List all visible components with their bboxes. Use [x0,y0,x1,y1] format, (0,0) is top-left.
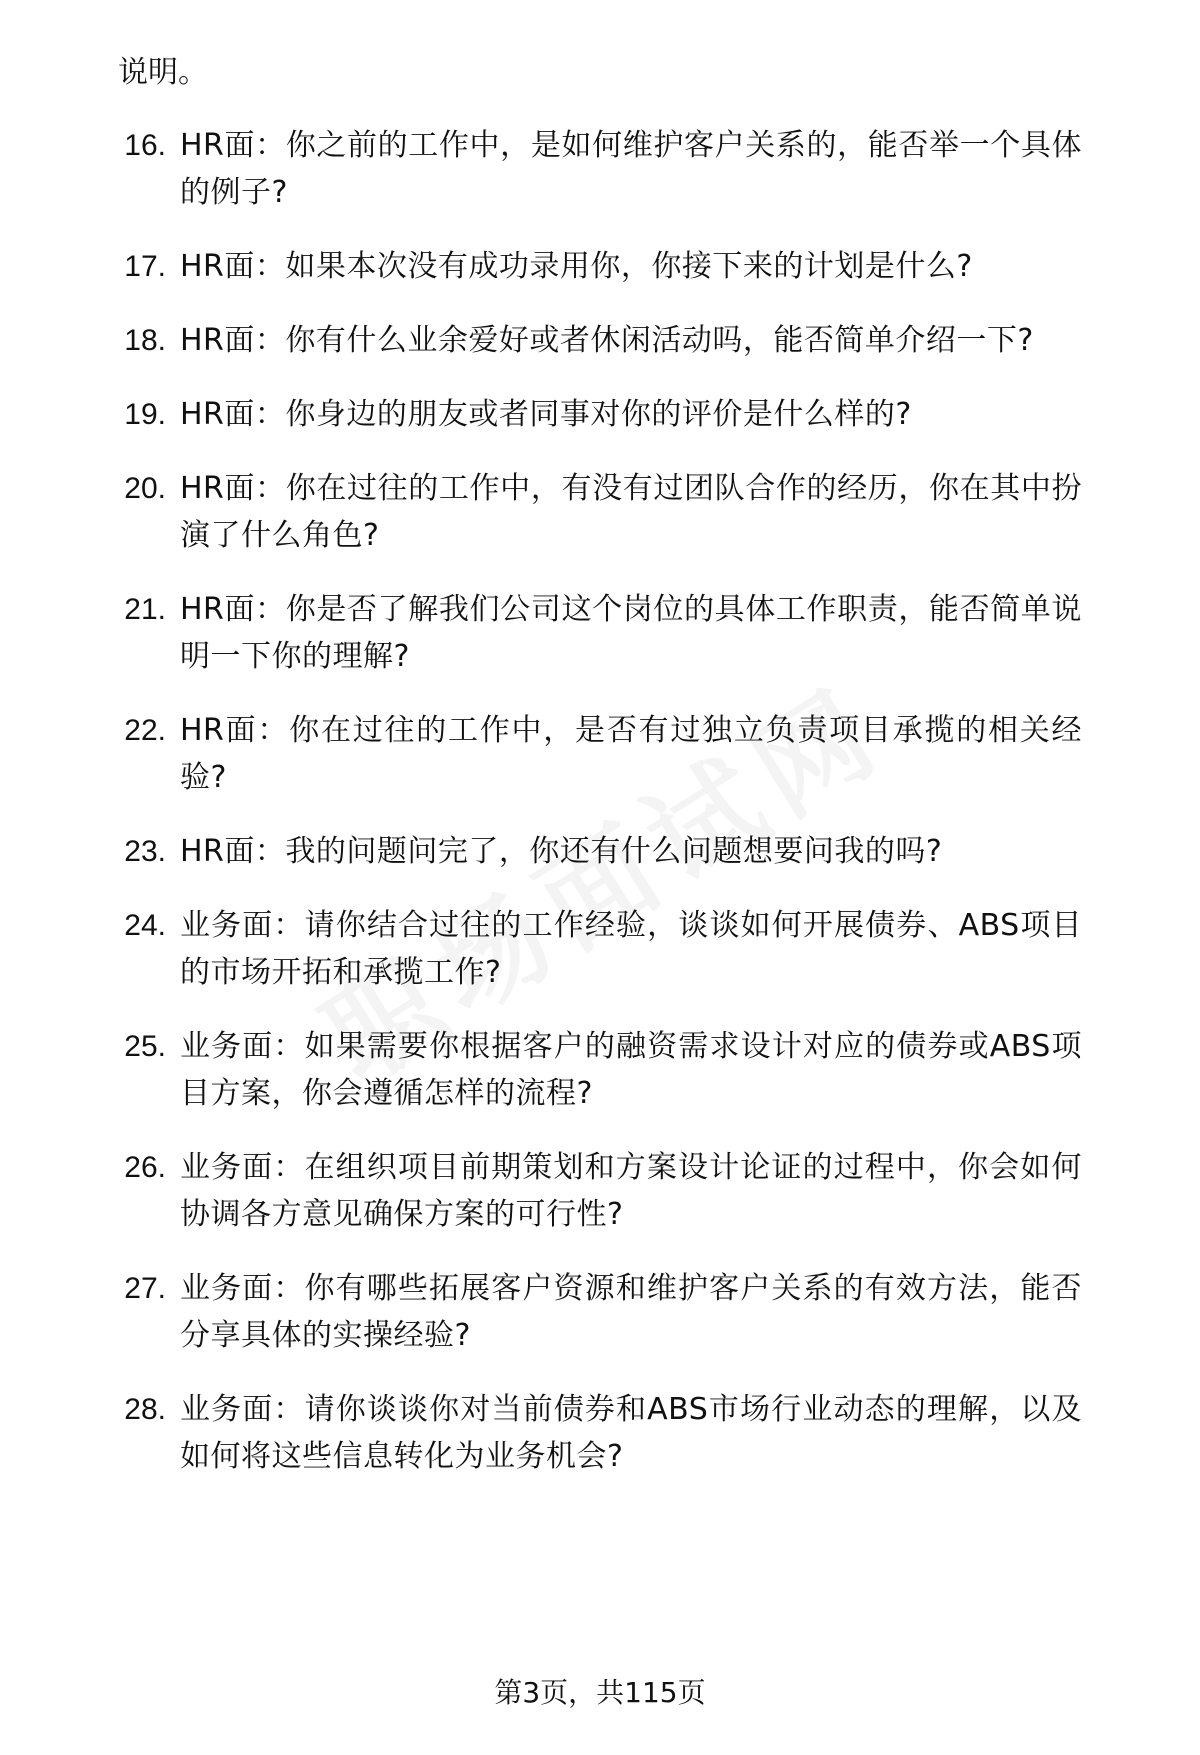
question-text: 业务面：请你结合过往的工作经验，谈谈如何开展债券、ABS项目的市场开拓和承揽工作? [180,908,1082,990]
question-text: HR面：你是否了解我们公司这个岗位的具体工作职责，能否简单说明一下你的理解? [180,592,1082,674]
question-number: 17. [124,250,166,283]
question-text: HR面：我的问题问完了，你还有什么问题想要问我的吗? [180,834,943,869]
list-item [118,317,1082,364]
question-text: HR面：你之前的工作中，是如何维护客户关系的，能否举一个具体的例子? [180,128,1082,210]
question-text: 业务面：请你谈谈你对当前债券和ABS市场行业动态的理解，以及如何将这些信息转化为业务机会? [180,1392,1082,1474]
page-content [118,52,1082,1480]
question-text: HR面：你有什么业余爱好或者休闲活动吗，能否简单介绍一下? [180,323,1034,358]
question-number: 23. [124,835,166,868]
question-number: 25. [124,1030,166,1063]
list-item [118,1144,1082,1238]
list-item [118,465,1082,559]
question-number: 21. [124,593,166,626]
list-item [118,586,1082,680]
question-text: 业务面：在组织项目前期策划和方案设计论证的过程中，你会如何协调各方意见确保方案的可行性? [180,1150,1082,1232]
question-text: 业务面：你有哪些拓展客户资源和维护客户关系的有效方法，能否分享具体的实操经验? [180,1271,1082,1353]
question-number: 22. [124,714,166,747]
question-text: 业务面：如果需要你根据客户的融资需求设计对应的债券或ABS项目方案，你会遵循怎样的流程? [180,1029,1082,1111]
list-item [118,1265,1082,1359]
question-text: HR面：你身边的朋友或者同事对你的评价是什么样的? [180,397,912,432]
list-item [118,902,1082,996]
question-number: 19. [124,398,166,431]
question-number: 24. [124,909,166,942]
question-text: HR面：你在过往的工作中，有没有过团队合作的经历，你在其中扮演了什么角色? [180,471,1082,553]
list-item [118,243,1082,290]
question-number: 26. [124,1151,166,1184]
question-number: 28. [124,1393,166,1426]
question-text: HR面：你在过往的工作中，是否有过独立负责项目承揽的相关经验? [180,713,1082,795]
list-item [118,122,1082,216]
question-text: HR面：如果本次没有成功录用你，你接下来的计划是什么? [180,249,973,284]
list-item [118,1023,1082,1117]
question-number: 20. [124,472,166,505]
question-list [118,122,1082,1480]
list-item [118,1386,1082,1480]
question-number: 16. [124,129,166,162]
question-number: 18. [124,324,166,357]
list-item [118,828,1082,875]
page-footer: 第3页，共115页 [494,1676,706,1709]
question-number: 27. [124,1272,166,1305]
list-item [118,707,1082,801]
list-item [118,391,1082,438]
lead-paragraph: 说明。 [118,56,208,89]
